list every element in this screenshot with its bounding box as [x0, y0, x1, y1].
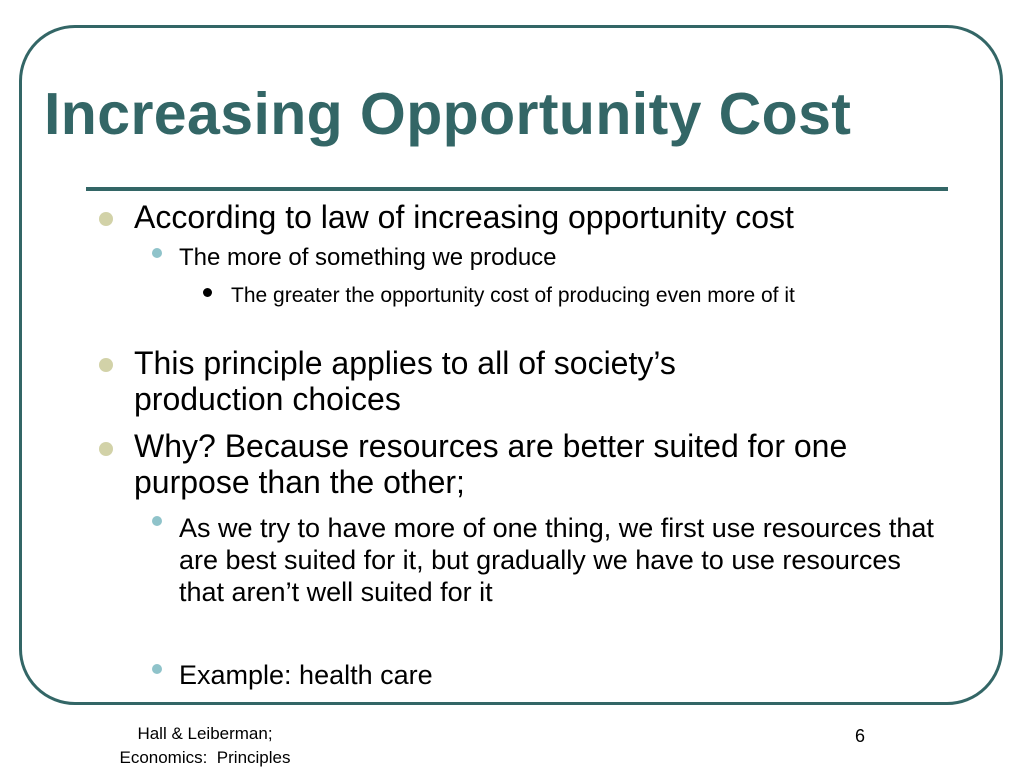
sub-bullet-item [179, 659, 949, 691]
sub-bullet-marker-icon [152, 248, 162, 258]
bullet-item [134, 345, 814, 417]
bullet-marker-icon [99, 442, 113, 456]
bullet-text: Example: health care [179, 660, 433, 690]
bullet-marker-icon [99, 212, 113, 226]
page-number: 6 [854, 726, 865, 746]
sub-bullet-marker-icon [152, 516, 162, 526]
sub-sub-bullet-marker-icon [203, 288, 212, 297]
footer-source-line: Hall & Leiberman; [137, 724, 273, 743]
bullet-item [134, 428, 934, 500]
bullet-text: The more of something we produce [179, 244, 557, 271]
footer-source-line: Economics: Principles [119, 748, 291, 767]
sub-bullet-item [179, 512, 949, 608]
bullet-text: According to law of increasing opportunity cost [134, 199, 794, 235]
bullet-text: This principle applies to all of society’s production choices [134, 345, 676, 417]
footer-source [100, 722, 310, 770]
sub-bullet-marker-icon [152, 664, 162, 674]
bullet-item [134, 199, 934, 235]
bullet-text: The greater the opportunity cost of producing even more of it [231, 284, 795, 307]
bullet-marker-icon [99, 358, 113, 372]
bullet-text: As we try to have more of one thing, we first use resources that are best suited for it, but gradually we have to use resources that aren’t well suited for it [179, 513, 934, 607]
slide-title: Increasing Opportunity Cost [44, 81, 852, 147]
bullet-text: Why? Because resources are better suited for one purpose than the other; [134, 428, 848, 500]
sub-sub-bullet-item [231, 283, 911, 308]
sub-bullet-item [179, 244, 879, 272]
